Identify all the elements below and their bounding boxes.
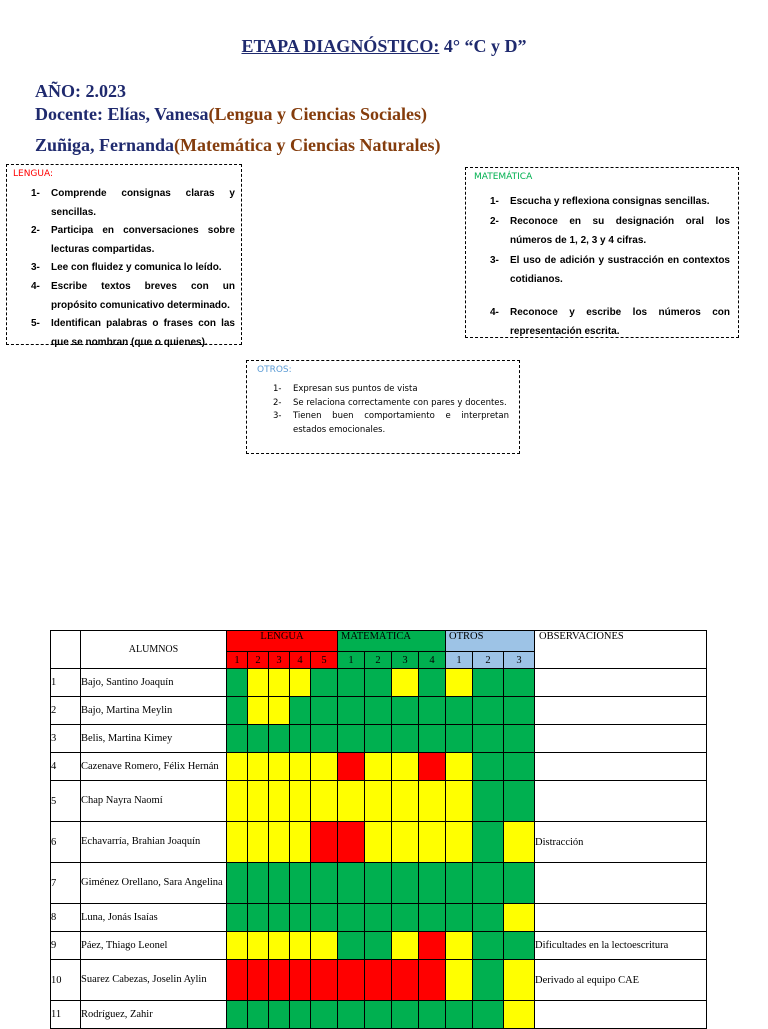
rating-cell [446, 904, 473, 932]
lengua-criterion-item-number: 3- [31, 262, 40, 274]
matematica-criterion-item-number: 2- [490, 215, 499, 227]
rating-cell [290, 781, 311, 822]
student-name: Cazenave Romero, Félix Hernán [81, 753, 227, 781]
rating-cell [290, 753, 311, 781]
rating-cell [269, 1001, 290, 1029]
matematica-criterion-item-number: 3- [490, 254, 499, 266]
rating-cell [473, 863, 504, 904]
rating-cell [311, 932, 338, 960]
lengua-criterion-item-number: 5- [31, 318, 40, 330]
rating-cell [504, 725, 535, 753]
rating-cell [248, 960, 269, 1001]
header-lengua: LENGUA [227, 631, 338, 652]
rating-cell [290, 697, 311, 725]
subheader-matematica-4: 4 [419, 652, 446, 669]
teacher-2-subjects: (Matemática y Ciencias Naturales) [174, 135, 441, 155]
student-name: Chap Nayra Naomí [81, 781, 227, 822]
header-alumnos: ALUMNOS [81, 631, 227, 669]
rating-cell [227, 863, 248, 904]
rating-cell [419, 863, 446, 904]
rating-cell [311, 863, 338, 904]
rating-cell [227, 725, 248, 753]
row-number: 5 [51, 781, 81, 822]
rating-cell [473, 904, 504, 932]
teacher-1-subjects: (Lengua y Ciencias Sociales) [208, 104, 428, 124]
student-name: Suarez Cabezas, Joselin Aylin [81, 960, 227, 1001]
teacher-2-name: Zuñiga, Fernanda [35, 135, 175, 155]
rating-cell [269, 697, 290, 725]
otros-criterion-item-number: 3- [273, 411, 282, 421]
matematica-criterion-item-text: El uso de adición y sustracción en contextos cotidianos. [510, 254, 730, 285]
rating-cell [227, 697, 248, 725]
rating-cell [392, 669, 419, 697]
subheader-otros-1: 1 [446, 652, 473, 669]
observation-cell [535, 781, 707, 822]
header-observaciones: OBSERVACIONES [535, 631, 707, 669]
lengua-criterion-item-number: 1- [31, 188, 40, 199]
rating-cell [248, 669, 269, 697]
rating-cell [365, 669, 392, 697]
table-row [51, 669, 707, 697]
matematica-criterion-item-3 [490, 251, 730, 290]
row-number: 3 [51, 725, 81, 753]
rating-cell [365, 781, 392, 822]
rating-cell [311, 904, 338, 932]
otros-criterion-item-number: 1- [273, 384, 282, 394]
otros-criteria-list [257, 383, 509, 437]
row-number: 9 [51, 932, 81, 960]
rating-cell [311, 1001, 338, 1029]
table-row [51, 932, 707, 960]
rating-cell [419, 669, 446, 697]
lengua-box-title: LENGUA: [13, 169, 54, 179]
rating-cell [227, 669, 248, 697]
rating-cell [227, 960, 248, 1001]
rating-cell [392, 960, 419, 1001]
rating-cell [392, 863, 419, 904]
rating-cell [473, 753, 504, 781]
rating-cell [290, 932, 311, 960]
rating-cell [290, 669, 311, 697]
rating-cell [248, 1001, 269, 1029]
row-number: 2 [51, 697, 81, 725]
table-row [51, 822, 707, 863]
rating-cell [227, 932, 248, 960]
observation-cell [535, 863, 707, 904]
table-row [51, 753, 707, 781]
rating-cell [269, 822, 290, 863]
rating-cell [446, 822, 473, 863]
table-row [51, 960, 707, 1001]
rating-cell [392, 822, 419, 863]
lengua-criterion-item-number: 2- [31, 225, 40, 237]
rating-cell [446, 1001, 473, 1029]
row-number: 6 [51, 822, 81, 863]
otros-criterion-item-text: Expresan sus puntos de vista [293, 384, 418, 394]
rating-cell [419, 781, 446, 822]
rating-cell [290, 960, 311, 1001]
rating-cell [248, 697, 269, 725]
teacher-line-1 [35, 104, 427, 125]
document-title [0, 36, 768, 57]
rating-cell [227, 1001, 248, 1029]
otros-criterion-item-text: Tienen buen comportamiento e interpretan estados emocionales. [293, 411, 509, 435]
rating-cell [365, 863, 392, 904]
student-name: Rodríguez, Zahir [81, 1001, 227, 1029]
subheader-matematica-1: 1 [338, 652, 365, 669]
rating-cell [504, 1001, 535, 1029]
table-row [51, 863, 707, 904]
rating-cell [338, 863, 365, 904]
rating-cell [473, 932, 504, 960]
rating-cell [269, 863, 290, 904]
rating-cell [365, 904, 392, 932]
rating-cell [269, 904, 290, 932]
teacher-line-2 [35, 135, 440, 156]
student-name: Bajo, Santino Joaquín [81, 669, 227, 697]
rating-cell [311, 781, 338, 822]
header-otros: OTROS [446, 631, 535, 652]
rating-cell [504, 697, 535, 725]
rating-cell [338, 960, 365, 1001]
rating-cell [504, 822, 535, 863]
rating-cell [269, 725, 290, 753]
subheader-lengua-4: 4 [290, 652, 311, 669]
rating-cell [311, 822, 338, 863]
lengua-criterion-item-1 [31, 185, 235, 222]
rating-cell [446, 960, 473, 1001]
rating-cell [248, 725, 269, 753]
rating-cell [365, 932, 392, 960]
lengua-criterion-item-text: Participa en conversaciones sobre lecturas compartidas. [51, 225, 235, 255]
rating-cell [473, 669, 504, 697]
rating-cell [290, 904, 311, 932]
row-number: 7 [51, 863, 81, 904]
rating-cell [365, 960, 392, 1001]
rating-cell [446, 753, 473, 781]
header-number-cell [51, 631, 81, 669]
rating-cell [504, 753, 535, 781]
rating-cell [419, 960, 446, 1001]
rating-cell [311, 725, 338, 753]
rating-cell [365, 1001, 392, 1029]
lengua-criteria-list [13, 185, 235, 352]
lengua-criterion-item-text: Lee con fluidez y comunica lo leído. [51, 262, 222, 274]
rating-cell [269, 960, 290, 1001]
rating-cell [269, 781, 290, 822]
observation-cell: Distracción [535, 822, 707, 863]
subheader-otros-3: 3 [504, 652, 535, 669]
rating-cell [338, 697, 365, 725]
rating-cell [504, 863, 535, 904]
matematica-criterion-item-text: Escucha y reflexiona consignas sencillas. [510, 196, 710, 207]
observation-cell [535, 753, 707, 781]
matematica-criterion-item-1 [490, 192, 730, 212]
rating-cell [446, 781, 473, 822]
table-row [51, 781, 707, 822]
rating-cell [311, 960, 338, 1001]
rating-cell [419, 932, 446, 960]
rating-cell [248, 932, 269, 960]
table-header-row [51, 631, 707, 652]
rating-cell [338, 725, 365, 753]
rating-cell [419, 904, 446, 932]
subheader-matematica-3: 3 [392, 652, 419, 669]
rating-cell [473, 781, 504, 822]
rating-cell [392, 753, 419, 781]
subheader-otros-2: 2 [473, 652, 504, 669]
rating-cell [392, 932, 419, 960]
rating-cell [338, 1001, 365, 1029]
row-number: 11 [51, 1001, 81, 1029]
year-line: AÑO: 2.023 [35, 81, 126, 101]
rating-cell [446, 669, 473, 697]
rating-cell [227, 822, 248, 863]
otros-criterion-item-1 [273, 383, 509, 397]
rating-cell [338, 822, 365, 863]
rating-cell [290, 725, 311, 753]
rating-cell [473, 822, 504, 863]
title-main: ETAPA DIAGNÓSTICO: [241, 36, 440, 56]
rating-cell [419, 697, 446, 725]
otros-criterion-item-number: 2- [273, 397, 282, 408]
rating-cell [365, 725, 392, 753]
rating-cell [290, 863, 311, 904]
rating-cell [248, 781, 269, 822]
rating-cell [419, 822, 446, 863]
otros-box-title: OTROS: [257, 365, 292, 375]
rating-cell [419, 1001, 446, 1029]
matematica-criteria-box [465, 167, 739, 338]
rating-cell [227, 904, 248, 932]
lengua-criterion-item-2 [31, 222, 235, 259]
subheader-lengua-5: 5 [311, 652, 338, 669]
header-matematica: MATEMÁTICA [338, 631, 446, 652]
rating-cell [446, 697, 473, 725]
rating-cell [504, 932, 535, 960]
student-name: Páez, Thiago Leonel [81, 932, 227, 960]
rating-cell [227, 753, 248, 781]
matematica-criterion-item-text: Reconoce y escribe los números con representación escrita. [510, 306, 730, 337]
rating-cell [504, 904, 535, 932]
matematica-criterion-item-text: Reconoce en su designación oral los números de 1, 2, 3 y 4 cifras. [510, 215, 730, 246]
rating-cell [446, 725, 473, 753]
student-name: Giménez Orellano, Sara Angelina [81, 863, 227, 904]
rating-cell [504, 781, 535, 822]
otros-criterion-item-2 [273, 397, 509, 411]
rating-cell [338, 781, 365, 822]
rating-cell [446, 932, 473, 960]
lengua-criterion-item-3 [31, 259, 235, 278]
rating-cell [248, 822, 269, 863]
lengua-criterion-item-text: Identifican palabras o frases con las que se nombran (que o quienes). [51, 318, 235, 348]
rating-cell [290, 822, 311, 863]
title-rest: 4° “C y D” [439, 36, 527, 56]
subheader-matematica-2: 2 [365, 652, 392, 669]
table-row [51, 725, 707, 753]
rating-cell [392, 697, 419, 725]
rating-cell [392, 1001, 419, 1029]
rating-cell [311, 669, 338, 697]
rating-cell [311, 697, 338, 725]
lengua-criteria-box [6, 164, 242, 348]
rating-cell [392, 781, 419, 822]
rating-cell [248, 863, 269, 904]
rating-cell [504, 669, 535, 697]
row-number: 4 [51, 753, 81, 781]
student-name: Belis, Martina Kimey [81, 725, 227, 753]
observation-cell [535, 669, 707, 697]
rating-cell [473, 960, 504, 1001]
rating-cell [365, 822, 392, 863]
rating-cell [473, 725, 504, 753]
diagnostic-table [50, 630, 707, 1029]
lengua-criterion-item-5 [31, 315, 235, 352]
rating-cell [248, 904, 269, 932]
table-row [51, 904, 707, 932]
rating-cell [392, 904, 419, 932]
rating-cell [473, 697, 504, 725]
student-name: Luna, Jonás Isaías [81, 904, 227, 932]
rating-cell [269, 932, 290, 960]
rating-cell [419, 753, 446, 781]
rating-cell [338, 669, 365, 697]
rating-cell [338, 753, 365, 781]
matematica-criterion-item-4 [490, 303, 730, 342]
otros-criterion-item-text: Se relaciona correctamente con pares y docentes. [293, 397, 507, 408]
row-number: 1 [51, 669, 81, 697]
row-number: 10 [51, 960, 81, 1001]
rating-cell [269, 669, 290, 697]
rating-cell [419, 725, 446, 753]
rating-cell [446, 863, 473, 904]
rating-cell [248, 753, 269, 781]
lengua-criterion-item-text: Comprende consignas claras y sencillas. [51, 188, 235, 218]
lengua-criterion-item-number: 4- [31, 280, 40, 292]
matematica-box-title: MATEMÁTICA [474, 172, 533, 182]
student-name: Bajo, Martina Meylin [81, 697, 227, 725]
observation-cell [535, 1001, 707, 1029]
lengua-criterion-item-text: Escribe textos breves con un propósito comunicativo determinado. [51, 280, 235, 311]
otros-criterion-item-3 [273, 410, 509, 437]
matematica-criterion-item-number: 4- [490, 306, 499, 318]
observation-cell: Derivado al equipo CAE [535, 960, 707, 1001]
rating-cell [473, 1001, 504, 1029]
matematica-criteria-list [474, 192, 730, 342]
matematica-criterion-item-number: 1- [490, 196, 499, 207]
lengua-criterion-item-4 [31, 278, 235, 315]
subheader-lengua-2: 2 [248, 652, 269, 669]
rating-cell [269, 753, 290, 781]
rating-cell [365, 753, 392, 781]
rating-cell [227, 781, 248, 822]
observation-cell [535, 697, 707, 725]
observation-cell [535, 725, 707, 753]
student-name: Echavarría, Brahian Joaquín [81, 822, 227, 863]
row-number: 8 [51, 904, 81, 932]
rating-cell [338, 932, 365, 960]
otros-criteria-box [246, 360, 520, 454]
table-row [51, 697, 707, 725]
rating-cell [338, 904, 365, 932]
subheader-lengua-1: 1 [227, 652, 248, 669]
observation-cell: Dificultades en la lectoescritura [535, 932, 707, 960]
teacher-1-name: Docente: Elías, Vanesa [35, 104, 209, 124]
rating-cell [290, 1001, 311, 1029]
rating-cell [504, 960, 535, 1001]
rating-cell [311, 753, 338, 781]
rating-cell [365, 697, 392, 725]
table-row [51, 1001, 707, 1029]
observation-cell [535, 904, 707, 932]
matematica-criterion-item-2 [490, 212, 730, 251]
subheader-lengua-3: 3 [269, 652, 290, 669]
rating-cell [392, 725, 419, 753]
